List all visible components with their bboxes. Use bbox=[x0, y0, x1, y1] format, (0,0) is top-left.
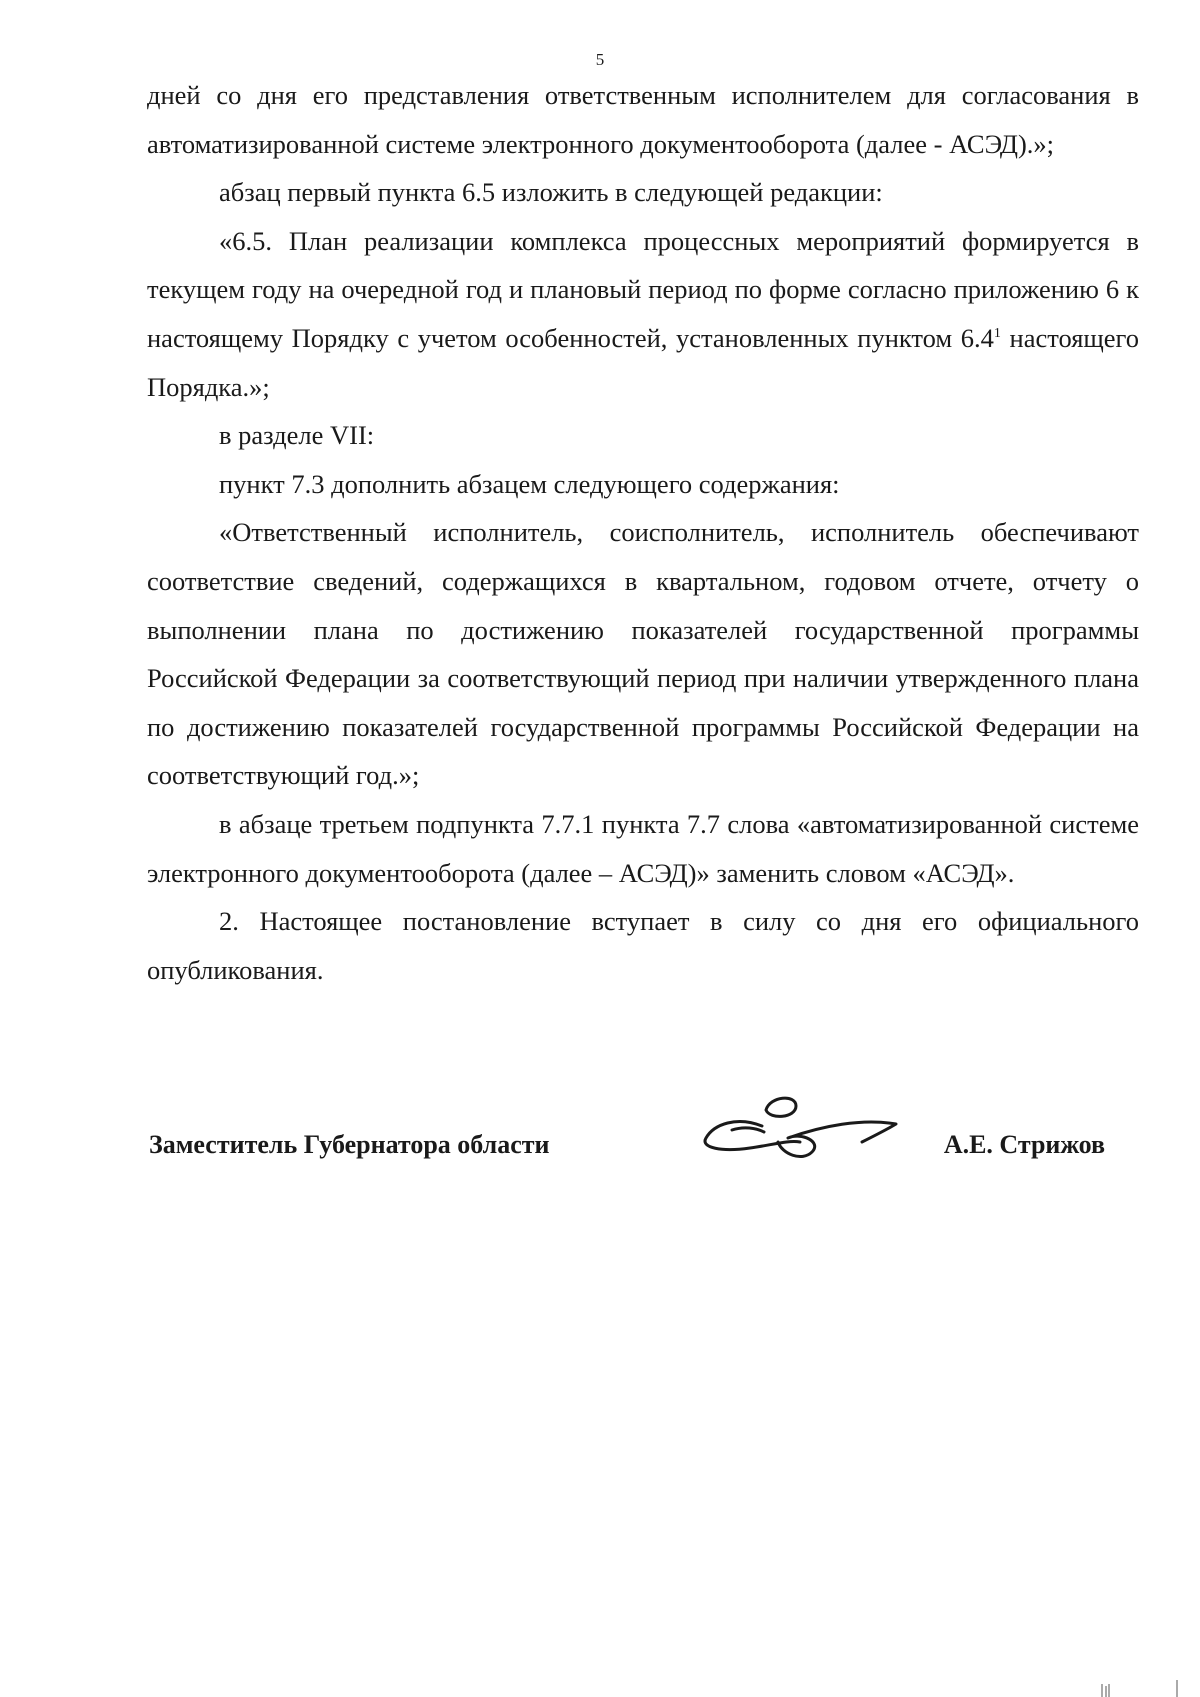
paragraph-amendment-7-3-intro: пункт 7.3 дополнить абзацем следующего содержания: bbox=[219, 468, 840, 499]
paragraph-effective-date: 2. Настоящее постановление вступает в силу со дня его официального опубликования. bbox=[147, 906, 1139, 985]
paragraph-amendment-6-5-tail: настоящего Порядка.»; bbox=[147, 322, 1140, 402]
document-body bbox=[147, 71, 1139, 994]
scan-edge-marks bbox=[1092, 1680, 1192, 1697]
signature-stroke-hook bbox=[732, 1128, 764, 1132]
paragraph-amendment-7-7-1: в абзаце третьем подпункта 7.7.1 пункта 7.7 слова «автоматизированной системе электронного документооборота (далее – АСЭД)» заменить словом «АСЭД». bbox=[147, 808, 1139, 888]
paragraph-amendment-6-5-intro: абзац первый пункта 6.5 изложить в следующей редакции: bbox=[219, 177, 883, 208]
handwritten-signature-icon bbox=[692, 1080, 912, 1170]
page-number: 5 bbox=[595, 50, 605, 69]
paragraph-amendment-7-3-text: «Ответственный исполнитель, соисполнитель, исполнитель обеспечивают соответствие сведений, содержащихся в квартальном, годовом отчете, отчету о выполнении плана по достижению показателей государственной программы Российской Федерации за соответствующий период при наличии утвержденного плана по достижению показателей государственной программы Российской Федерации на соответствующий год.»; bbox=[147, 517, 1139, 791]
signature-stroke-loop bbox=[766, 1098, 796, 1116]
signature-stroke-main bbox=[705, 1122, 800, 1150]
paragraph-amendment-6-5-main: «6.5. План реализации комплекса процессных мероприятий формируется в текущем году на очередной год и плановый период по форме согласно приложению 6 к настоящему Порядку с учетом особенностей, установленных пунктом 6.4 bbox=[147, 225, 1139, 353]
signatory-title: Заместитель Губернатора области bbox=[149, 1130, 550, 1159]
signature-block bbox=[149, 1125, 1105, 1165]
paragraph-continuation: дней со дня его представления ответственным исполнителем для согласования в автоматизированной системе электронного документооборота (далее - АСЭД).»; bbox=[147, 80, 1139, 159]
signatory-name: А.Е. Стрижов bbox=[943, 1130, 1105, 1159]
paragraph-amendment-6-5-text bbox=[147, 217, 1139, 411]
superscript-footnote: 1 bbox=[993, 326, 1001, 342]
signature-stroke-swoop bbox=[778, 1122, 896, 1157]
paragraph-section-vii: в разделе VII: bbox=[219, 420, 375, 451]
